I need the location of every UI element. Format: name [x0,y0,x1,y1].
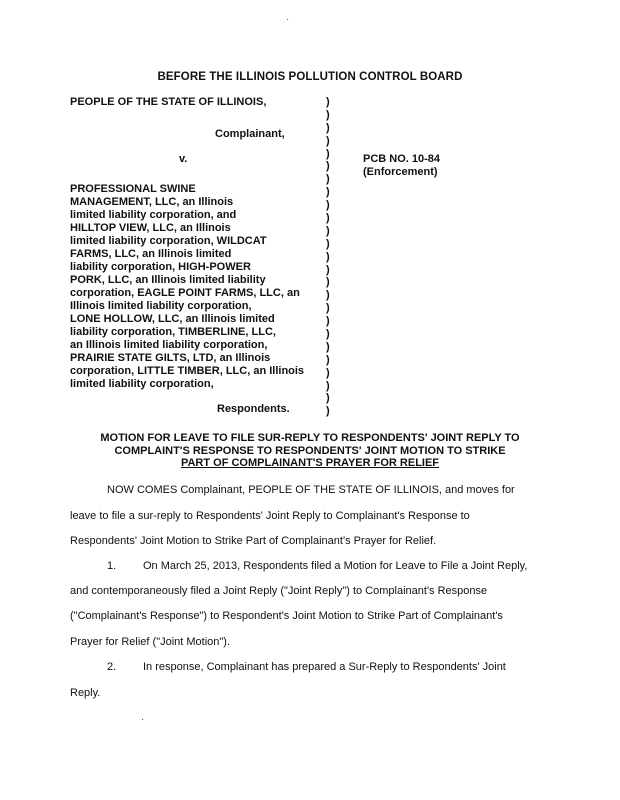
paren: ) [326,212,330,225]
scan-mark: · [286,14,290,25]
paragraph-line: and contemporaneously filed a Joint Reply ("Joint Reply") to Complainant's Response [70,585,488,597]
paragraph-line: Reply. [70,687,101,699]
paren: ) [326,302,330,315]
paren: ) [326,328,330,341]
respondent-line: corporation, LITTLE TIMBER, LLC, an Illinois [70,365,305,377]
respondent-line: corporation, EAGLE POINT FARMS, LLC, an [70,287,300,299]
respondent-line: limited liability corporation, [70,378,214,390]
respondent-line: Illinois limited liability corporation, [70,300,252,312]
paren: ) [326,289,330,302]
paren: ) [326,263,330,276]
caption-parentheses [326,96,330,418]
paragraph-line: Prayer for Relief ("Joint Motion"). [70,636,231,648]
paragraph-line: In response, Complainant has prepared a Sur-Reply to Respondents' Joint [143,661,506,673]
paren: ) [326,405,330,418]
paragraph-number: 2. [107,661,117,673]
paren: ) [326,199,330,212]
paren: ) [326,250,330,263]
motion-title-line: MOTION FOR LEAVE TO FILE SUR-REPLY TO RESPONDENTS' JOINT REPLY TO [100,432,520,444]
paren: ) [326,173,330,186]
paren: ) [326,108,330,121]
respondent-line: LONE HOLLOW, LLC, an Illinois limited [70,313,275,325]
paren: ) [326,224,330,237]
paragraph-line: On March 25, 2013, Respondents filed a Motion for Leave to File a Joint Reply, [143,560,528,572]
paren: ) [326,392,330,405]
respondent-line: HILLTOP VIEW, LLC, an Illinois [70,222,231,234]
respondent-line: limited liability corporation, and [70,209,237,221]
intro-line: NOW COMES Complainant, PEOPLE OF THE STATE OF ILLINOIS, and moves for [107,484,515,496]
intro-line: leave to file a sur-reply to Respondents' Joint Reply to Complainant's Response to [70,510,470,522]
paren: ) [326,160,330,173]
intro-line: Respondents' Joint Motion to Strike Part of Complainant's Prayer for Relief. [70,535,437,547]
case-number: PCB NO. 10-84 [363,153,441,165]
respondents-label: Respondents. [217,403,290,415]
respondent-line: PORK, LLC, an Illinois limited liability [70,274,266,286]
paren: ) [326,121,330,134]
paren: ) [326,379,330,392]
paren: ) [326,96,330,108]
respondent-parties [70,183,320,391]
respondent-line: PROFESSIONAL SWINE [70,183,196,195]
case-number-block [363,153,440,179]
motion-title-line: PART OF COMPLAINANT'S PRAYER FOR RELIEF [180,457,440,469]
paren: ) [326,340,330,353]
complainant-label: Complainant, [215,128,285,140]
respondent-line: liability corporation, HIGH-POWER [70,261,251,273]
respondent-line: liability corporation, TIMBERLINE, LLC, [70,326,276,338]
respondent-line: PRAIRIE STATE GILTS, LTD, an Illinois [70,352,271,364]
paren: ) [326,134,330,147]
paren: ) [326,237,330,250]
paren: ) [326,366,330,379]
motion-title [0,432,620,470]
board-title: BEFORE THE ILLINOIS POLLUTION CONTROL BOARD [157,71,463,83]
paren: ) [326,186,330,199]
respondent-line: an Illinois limited liability corporation, [70,339,268,351]
case-type: (Enforcement) [363,166,438,178]
versus-label: v. [179,153,188,165]
paragraph-number: 1. [107,560,117,572]
respondent-line: FARMS, LLC, an Illinois limited [70,248,232,260]
respondent-line: MANAGEMENT, LLC, an Illinois [70,196,234,208]
scan-mark: · [141,714,145,725]
paren: ) [326,315,330,328]
paren: ) [326,147,330,160]
paragraph-line: ("Complainant's Response") to Respondent's Joint Motion to Strike Part of Complainant's [70,610,503,622]
respondent-line: limited liability corporation, WILDCAT [70,235,267,247]
paren: ) [326,353,330,366]
paren: ) [326,276,330,289]
complainant-party: PEOPLE OF THE STATE OF ILLINOIS, [70,96,267,108]
case-caption-parties [70,96,320,391]
motion-title-line: COMPLAINT'S RESPONSE TO RESPONDENTS' JOINT MOTION TO STRIKE [114,444,506,457]
